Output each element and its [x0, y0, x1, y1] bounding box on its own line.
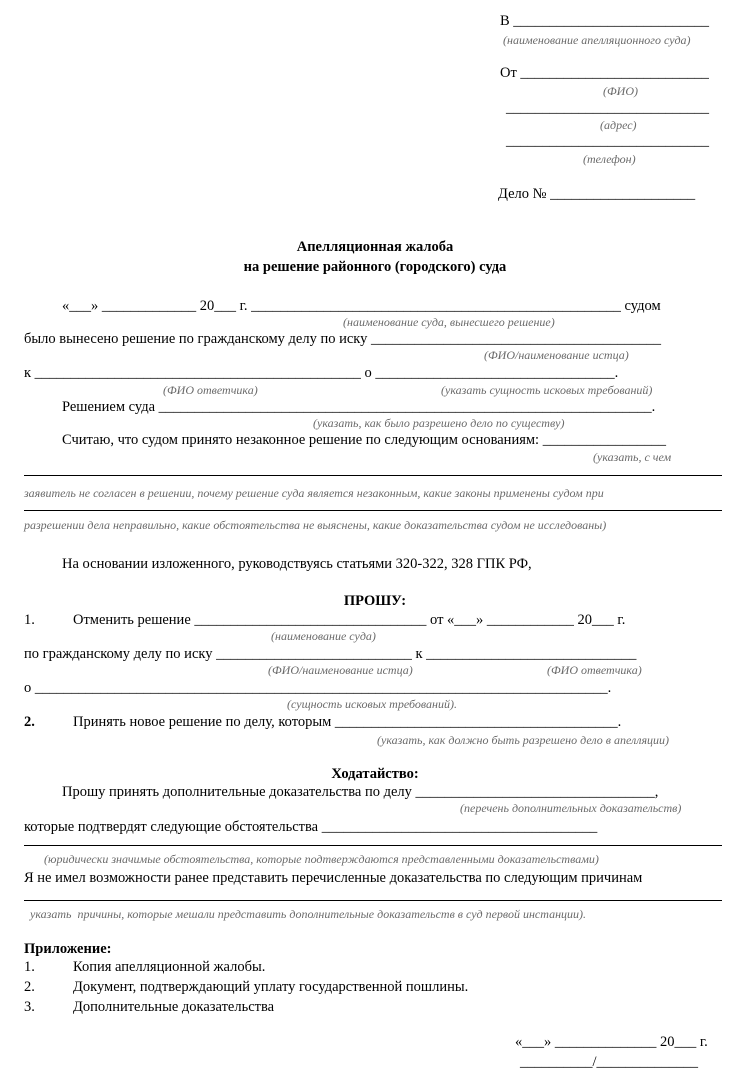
- motion-line-2: которые подтвердят следующие обстоятельства ______________________________________: [24, 819, 598, 835]
- request-line-1: Отменить решение ________________________________ от «___» ____________ 20___ г.: [73, 612, 626, 628]
- court-name-hint: (наименование апелляционного суда): [503, 33, 691, 47]
- request-number-2: 2.: [24, 714, 35, 730]
- body-line-2: было вынесено решение по гражданскому делу по иску ________________________________________: [24, 331, 662, 347]
- circumstances-hint: (юридически значимые обстоятельства, которые подтверждаются представленными доказательствами): [44, 852, 599, 866]
- defendant-hint: (ФИО ответчика): [163, 383, 258, 397]
- address-line: ____________________________: [506, 100, 709, 116]
- body-line-4: Решением суда ____________________________________________________________________.: [62, 399, 656, 415]
- appendix-item: Документ, подтверждающий уплату государственной пошлины.: [73, 979, 469, 995]
- body-line-3: к _____________________________________________ о _________________________________.: [24, 365, 619, 381]
- appendix-item: Копия апелляционной жалобы.: [73, 959, 266, 975]
- appeal-resolution-hint: (указать, как должно быть разрешено дело в апелляции): [377, 733, 670, 747]
- grounds-hint-2: заявитель не согласен в решении, почему решение суда является незаконным, какие законы применены судом при: [24, 486, 604, 500]
- phone-line: ____________________________: [506, 133, 709, 149]
- phone-hint: (телефон): [583, 152, 636, 166]
- motion-heading: Ходатайство:: [331, 766, 419, 782]
- legal-basis-line: На основании изложенного, руководствуясь статьями 320-322, 328 ГПК РФ,: [62, 556, 532, 572]
- court-to-line: В ___________________________: [500, 13, 710, 29]
- request-line-4: Принять новое решение по делу, которым _______________________________________.: [73, 714, 622, 730]
- claims-hint-2: (сущность исковых требований).: [287, 697, 457, 711]
- appendix-item: Дополнительные доказательства: [73, 999, 275, 1015]
- request-number-1: 1.: [24, 612, 35, 628]
- plaintiff-hint: (ФИО/наименование истца): [484, 348, 629, 362]
- request-line-2: по гражданскому делу по иску ___________________________ к _____________________________: [24, 646, 637, 662]
- defendant-hint-2: (ФИО ответчика): [547, 663, 642, 677]
- request-heading: ПРОШУ:: [343, 593, 407, 609]
- plaintiff-hint-2: (ФИО/наименование истца): [268, 663, 413, 677]
- motion-line-1: Прошу принять дополнительные доказательства по делу _________________________________,: [62, 784, 659, 800]
- court-issued-hint: (наименование суда, вынесшего решение): [343, 315, 555, 329]
- document-subtitle: на решение районного (городского) суда: [243, 259, 507, 275]
- fio-hint: (ФИО): [603, 84, 638, 98]
- case-number-line: Дело № ____________________: [498, 186, 696, 202]
- signature-date-line: «___» ______________ 20___ г.: [515, 1034, 708, 1050]
- signature-line: __________/______________: [520, 1054, 699, 1070]
- claims-hint: (указать сущность исковых требований): [441, 383, 653, 397]
- grounds-hint-3: разрешении дела неправильно, какие обстоятельства не выяснены, какие доказательства судом не исследованы): [24, 518, 607, 532]
- resolution-hint: (указать, как было разрешено дело по существу): [313, 416, 565, 430]
- blank-line: [24, 900, 722, 901]
- grounds-hint-1: (указать, с чем: [593, 450, 672, 464]
- body-line-5: Считаю, что судом принято незаконное решение по следующим основаниям: _________________: [62, 432, 666, 448]
- blank-line: [24, 510, 722, 511]
- court-name-hint-2: (наименование суда): [271, 629, 376, 643]
- evidence-list-hint: (перечень дополнительных доказательств): [460, 801, 682, 815]
- from-line: От __________________________: [500, 65, 709, 81]
- request-line-3: о _______________________________________________________________________________.: [24, 680, 612, 696]
- address-hint: (адрес): [600, 118, 637, 132]
- appendix-heading: Приложение:: [24, 941, 112, 957]
- appendix-number: 2.: [24, 979, 35, 995]
- document-title: Апелляционная жалоба: [296, 239, 454, 255]
- blank-line: [24, 845, 722, 846]
- appendix-number: 3.: [24, 999, 35, 1015]
- blank-line: [24, 475, 722, 476]
- motion-line-3: Я не имел возможности ранее представить перечисленные доказательства по следующим причинам: [24, 870, 643, 886]
- reasons-hint: указать причины, которые мешали представить дополнительные доказательств в суд первой инстанции).: [30, 907, 587, 921]
- body-line-1: «___» _____________ 20___ г. ___________________________________________________ судом: [62, 298, 661, 314]
- appendix-number: 1.: [24, 959, 35, 975]
